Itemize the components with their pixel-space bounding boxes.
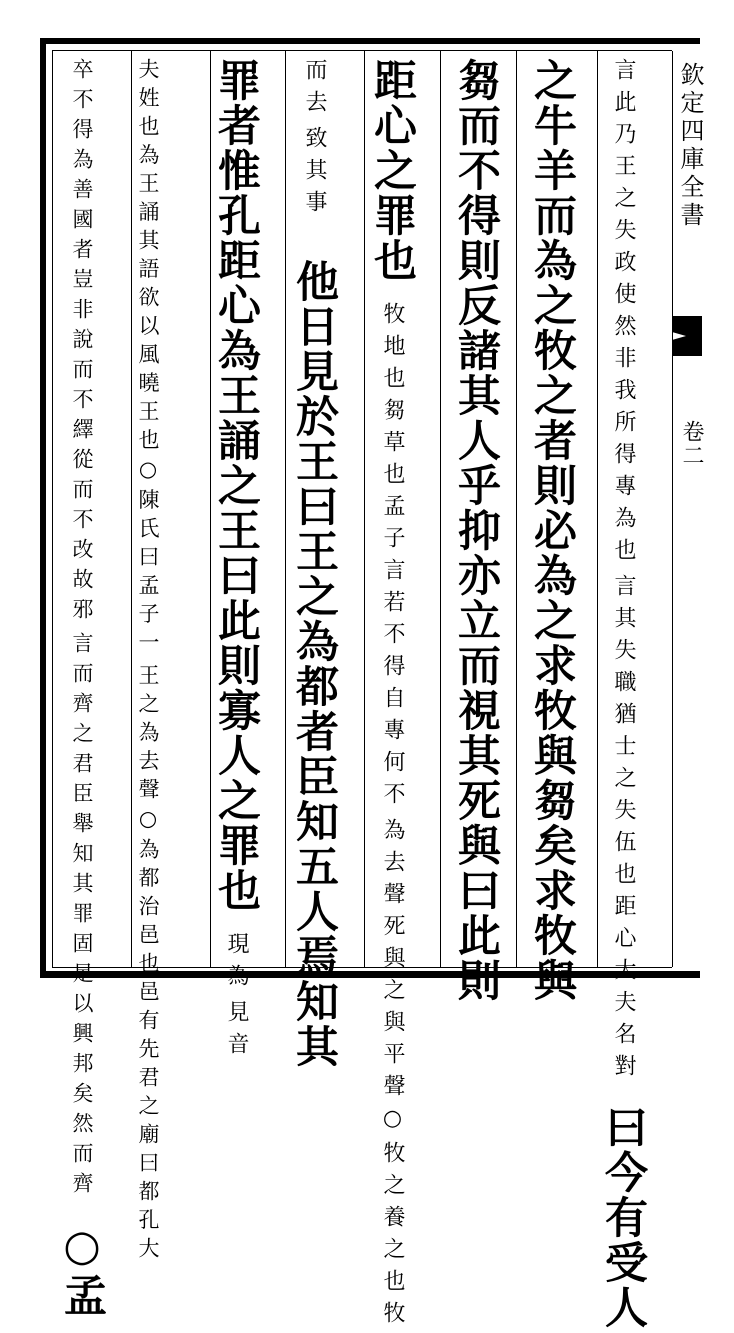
- column-divider: [440, 51, 441, 967]
- commentary-line: 夫姓也為王誦其語欲以風曉王也○陳氏曰孟子一: [136, 58, 160, 660]
- column-divider: [364, 51, 365, 967]
- text-column: [367, 58, 417, 1333]
- commentary-line: 言其失職猶士之失伍也距心大夫名對: [611, 574, 636, 1086]
- text-column: [136, 58, 160, 1265]
- text-column: [57, 58, 107, 1318]
- text-column: 芻而不得則反諸其人乎抑亦立而視其死與曰此則: [451, 58, 501, 1003]
- main-text: ○孟: [57, 1221, 107, 1318]
- commentary-line: 言而齊之君臣舉知其罪固足以興邦矣然而齊: [70, 632, 94, 1202]
- column-divider: [285, 51, 286, 967]
- commentary-line: 現為: [224, 932, 249, 996]
- commentary-pair: [137, 58, 158, 1265]
- main-text: 曰今有受人: [598, 1105, 648, 1330]
- commentary-line: 而去: [302, 58, 327, 122]
- book-title: 欽定四庫全書: [676, 62, 704, 230]
- commentary-pair: [303, 58, 325, 222]
- column-divider: [597, 51, 598, 967]
- column-divider: [131, 51, 132, 967]
- commentary-line: 見音: [224, 1000, 249, 1064]
- column-divider: [516, 51, 517, 967]
- text-column: [598, 58, 648, 1330]
- commentary-line: 言此乃王之失政使然非我所得專為也: [611, 58, 636, 570]
- commentary-line: 致其事: [302, 126, 327, 222]
- fish-tail-mark: [672, 316, 702, 356]
- main-text: 罪者惟孔距心為王誦之王曰此則寡人之罪也: [211, 58, 261, 913]
- commentary-pair: [225, 932, 247, 1064]
- text-column: 之牛羊而為之牧之者則必為之求牧與芻矣求牧與: [527, 58, 577, 1003]
- text-column: [211, 58, 261, 1064]
- commentary-line: 卒不得為善國者豈非說而不繹從而不改故邪: [70, 58, 94, 628]
- commentary-pair: [381, 302, 403, 1333]
- commentary-line: 王之為去聲○為都治邑也邑有先君之廟曰都孔大: [136, 663, 160, 1265]
- main-text: 他日見於王曰王之為都者臣知五人焉知其: [289, 259, 339, 1069]
- juan-number: 卷二: [679, 420, 704, 468]
- text-column: [289, 58, 349, 1069]
- main-text: 距心之罪也: [367, 58, 417, 283]
- commentary-pair: [71, 58, 92, 1202]
- commentary-line: 為去聲死與之與平聲○牧之養之也牧: [380, 818, 405, 1333]
- commentary-line: 牧地也芻草也孟子言若不得自專何不: [380, 302, 405, 814]
- commentary-pair: [612, 58, 634, 1086]
